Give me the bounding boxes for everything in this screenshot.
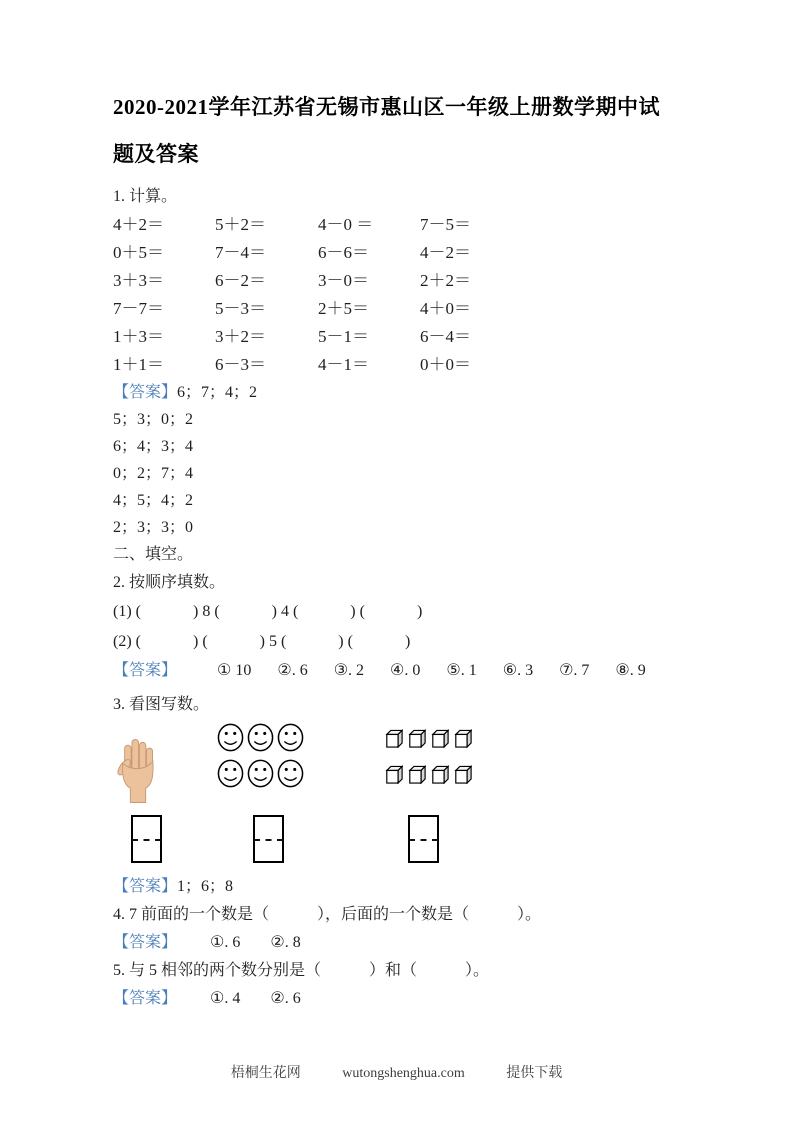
dashed-midline: [254, 839, 283, 841]
answer-label: 【答案】: [113, 990, 178, 1007]
q1-heading: 1. 计算。: [113, 188, 178, 205]
answer-label: 【答案】: [113, 662, 178, 679]
math-problem: 6－4＝: [420, 327, 471, 346]
math-problem: 4－0 ＝: [318, 215, 374, 234]
cube-icon: [454, 765, 472, 784]
math-problem: 1＋3＝: [113, 327, 164, 346]
writing-box: [131, 815, 162, 863]
smiley-face-icon: [247, 723, 274, 752]
answer-values: [210, 985, 301, 1013]
math-problem: 7－5＝: [420, 215, 471, 234]
q3-picture-area: [113, 719, 683, 865]
q2-heading: 2. 按顺序填数。: [113, 574, 226, 591]
smiley-face-icon: [277, 723, 304, 752]
answer-values: 2；3；3；0: [113, 519, 194, 536]
writing-box: [253, 815, 284, 863]
q4-text: 4. 7 前面的一个数是（ ），后面的一个数是（ ）。: [113, 906, 542, 923]
math-problem: 5－3＝: [215, 299, 266, 318]
page-footer: [0, 1062, 793, 1082]
cube-icon: [408, 729, 426, 748]
cube-icon: [431, 729, 449, 748]
math-problem: 3－0＝: [318, 271, 369, 290]
math-problem: 0＋5＝: [113, 243, 164, 262]
smiley-face-icon: [247, 759, 274, 788]
answer-values: 0；2；7；4: [113, 465, 194, 482]
math-problem: 3＋3＝: [113, 271, 164, 290]
math-problem: 5＋2＝: [215, 215, 266, 234]
math-problem: 2＋5＝: [318, 299, 369, 318]
page-title-line-2: 题及答案: [113, 142, 199, 166]
q1-answer-line: [113, 379, 683, 406]
answer-label: 【答案】: [113, 384, 178, 401]
answer-item: ① 10: [217, 662, 252, 679]
answer-item: ⑤. 1: [446, 662, 477, 679]
math-problem: 3＋2＝: [215, 327, 266, 346]
answer-item: ②. 6: [277, 662, 308, 679]
q4-answer-line: [113, 929, 683, 957]
math-problem: 4＋0＝: [420, 299, 471, 318]
q5-text: 5. 与 5 相邻的两个数分别是（ ）和（ ）。: [113, 962, 490, 979]
answer-item: ②. 8: [270, 934, 301, 951]
math-problem: 1＋1＝: [113, 355, 164, 374]
q3-heading: 3. 看图写数。: [113, 696, 210, 713]
answer-values: 4；5；4；2: [113, 492, 194, 509]
answer-values: 6；7；4；2: [177, 384, 258, 401]
dashed-midline: [132, 839, 161, 841]
answer-values: 1；6；8: [177, 878, 234, 895]
smiley-face-icon: [277, 759, 304, 788]
footer-site-name: 梧桐生花网: [230, 1066, 301, 1081]
writing-box: [408, 815, 439, 863]
footer-site-url: wutongshenghua.com: [342, 1066, 465, 1081]
answer-label: 【答案】: [113, 934, 178, 951]
answer-item: ①. 6: [210, 934, 241, 951]
answer-values: 5；3；0；2: [113, 411, 194, 428]
document-content: [113, 84, 683, 1013]
smiley-face-icon: [217, 723, 244, 752]
cube-group: [385, 729, 472, 784]
footer-download-text: 提供下载: [506, 1066, 563, 1081]
math-problem: 7－4＝: [215, 243, 266, 262]
smiley-face-icon: [217, 759, 244, 788]
math-problem: 6－3＝: [215, 355, 266, 374]
q2-answer-line: [113, 657, 683, 685]
math-problem: 7－7＝: [113, 299, 164, 318]
answer-item: ⑧. 9: [615, 662, 646, 679]
answer-values: [210, 929, 301, 957]
math-problem: 0＋0＝: [420, 355, 471, 374]
answer-item: ③. 2: [333, 662, 365, 679]
section2-heading: 二、填空。: [113, 546, 194, 563]
answer-values: 6；4；3；4: [113, 438, 194, 455]
math-problem: 6－2＝: [215, 271, 266, 290]
math-problem: 4－2＝: [420, 243, 471, 262]
dashed-midline: [409, 839, 438, 841]
q2-fill-line-1: (1) ( ) 8 ( ) 4 ( ) ( ): [113, 603, 423, 620]
answer-item: ①. 4: [210, 990, 241, 1007]
cube-icon: [408, 765, 426, 784]
math-problem: 4－1＝: [318, 355, 369, 374]
q3-answer-line: [113, 873, 683, 901]
answer-item: ⑦. 7: [559, 662, 590, 679]
math-problem: 6－6＝: [318, 243, 369, 262]
answer-values: [217, 657, 646, 685]
page-title-line-1: 2020-2021学年江苏省无锡市惠山区一年级上册数学期中试: [113, 95, 660, 119]
answer-label: 【答案】: [113, 878, 178, 895]
cube-icon: [431, 765, 449, 784]
answer-item: ④. 0: [390, 662, 421, 679]
math-problem: 5－1＝: [318, 327, 369, 346]
cube-icon: [454, 729, 472, 748]
math-problem: 4＋2＝: [113, 215, 164, 234]
math-problem: 2＋2＝: [420, 271, 471, 290]
hand-icon: [117, 737, 159, 805]
answer-item: ②. 6: [270, 990, 301, 1007]
smiley-face-group: [217, 723, 304, 788]
cube-icon: [385, 765, 403, 784]
q5-answer-line: [113, 985, 683, 1013]
q1-problem-grid: [113, 211, 683, 379]
cube-icon: [385, 729, 403, 748]
answer-item: ⑥. 3: [502, 662, 534, 679]
q2-fill-line-2: (2) ( ) ( ) 5 ( ) ( ): [113, 633, 411, 650]
